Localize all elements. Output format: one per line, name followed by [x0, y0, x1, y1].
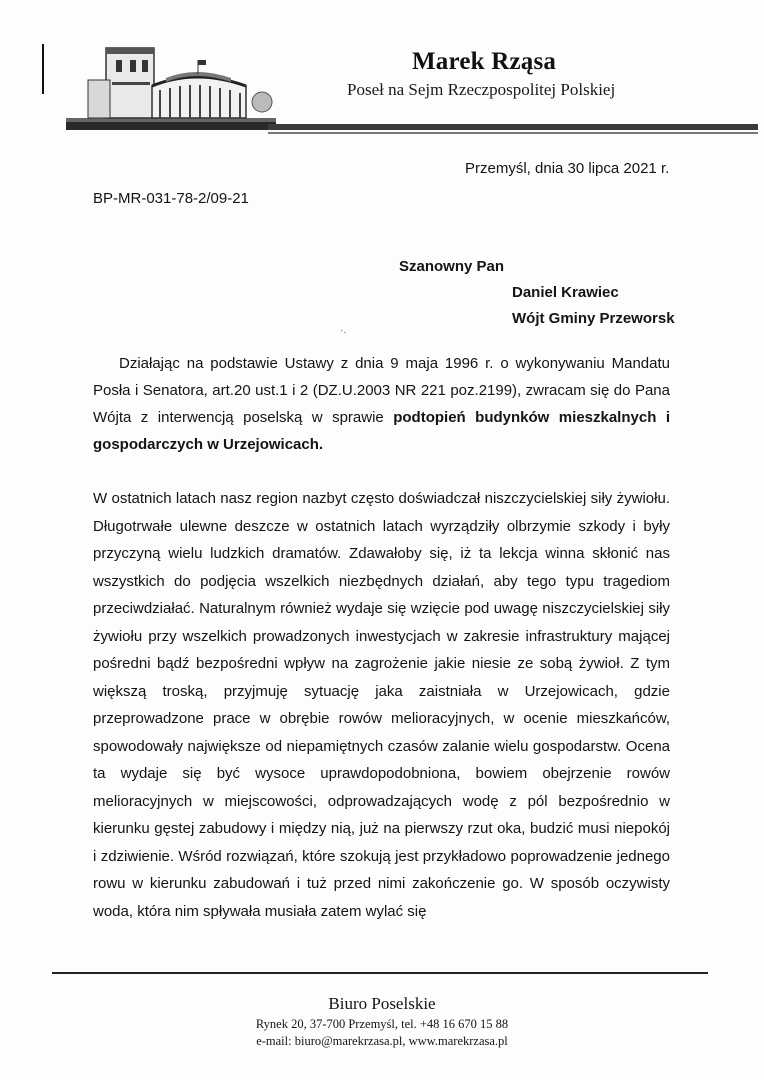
footer-office-title: Biuro Poselskie: [328, 994, 436, 1013]
paragraph-1-text: Działając na podstawie Ustawy z dnia 9 maja 1996 r. o wykonywaniu Mandatu Posła i Senatora, art.20 ust.1 i 2 (DZ.U.2003 NR 221 poz.2199), zwracam się do Pana Wójta z interwencją poselską w sprawie: [93, 355, 670, 426]
body-paragraph-1: [93, 350, 670, 458]
paragraph-1-emphasis: podtopień budynków mieszkalnych i gospodarczych w Urzejowicach.: [93, 409, 670, 453]
header-rule-thin: [268, 132, 758, 134]
footer-address: Rynek 20, 37-700 Przemyśl, tel. +48 16 670 15 88: [255, 1017, 509, 1031]
reference-number: BP-MR-031-78-2/09-21: [93, 190, 249, 207]
header-rule: [268, 124, 758, 130]
sejm-building-icon: [66, 38, 276, 138]
margin-mark: [42, 44, 44, 94]
addressee-title: Wójt Gminy Przeworsk: [512, 310, 675, 327]
sender-subtitle: Poseł na Sejm Rzeczpospolitej Polskiej: [347, 80, 616, 99]
footer-contact: e-mail: biuro@marekrzasa.pl, www.marekrzasa.pl: [256, 1034, 508, 1048]
footer-rule: [52, 972, 708, 974]
body-paragraph-2: W ostatnich latach nasz region nazbyt często doświadczał niszczycielskiej siły żywiołu. Długotrwałe ulewne deszcze w ostatnich latach wyrządziły olbrzymie szkody i były przyczyną wielu ludzkich dramatów. Zdawałoby się, iż ta lekcja winna skłonić nas wszystkich do podjęcia wszelkich niezbędnych działań, aby tego typu tragediom przeciwdziałać. Naturalnym również wydaje się wzięcie pod uwagę niszczycielskiej siły żywiołu przy wszelkich prowadzonych inwestycjach w zakresie infrastruktury mającej pośredni bądź bezpośredni wpływ na zagrożenie jakie niesie ze sobą żywioł. Z tym większą troską, przyjmuję sytuację jaka zaistniała w Urzejowicach, gdzie przeprowadzone prace w obrębie rowów melioracyjnych, w ocenie mieszkańców, spowodowały największe od niepamiętnych czasów zalanie wielu gospodarstw. Ocena ta wydaje się być wysoce uprawdopodobniona, bowiem obejrzenie rowów melioracyjnych w miejscowości, odprowadzających wodę z pól bezpośrednio w kierunku gęstej zabudowy i między nią, już na pierwszy rzut oka, budzić musi niepokój i zdziwienie. Wśród rozwiązań, które szokują jest przykładowo poprowadzenie jednego rowu w kierunku zabudowań i tuż przed nimi zakończenie go. W sposób oczywisty woda, która nim spływała musiała zatem wylać się: [93, 490, 670, 920]
addressee-name: Daniel Krawiec: [512, 284, 619, 301]
sender-name: Marek Rząsa: [412, 48, 557, 75]
letter-date: Przemyśl, dnia 30 lipca 2021 r.: [465, 160, 670, 177]
scan-speck: ·.: [340, 325, 347, 336]
addressee-greeting: Szanowny Pan: [399, 258, 505, 275]
